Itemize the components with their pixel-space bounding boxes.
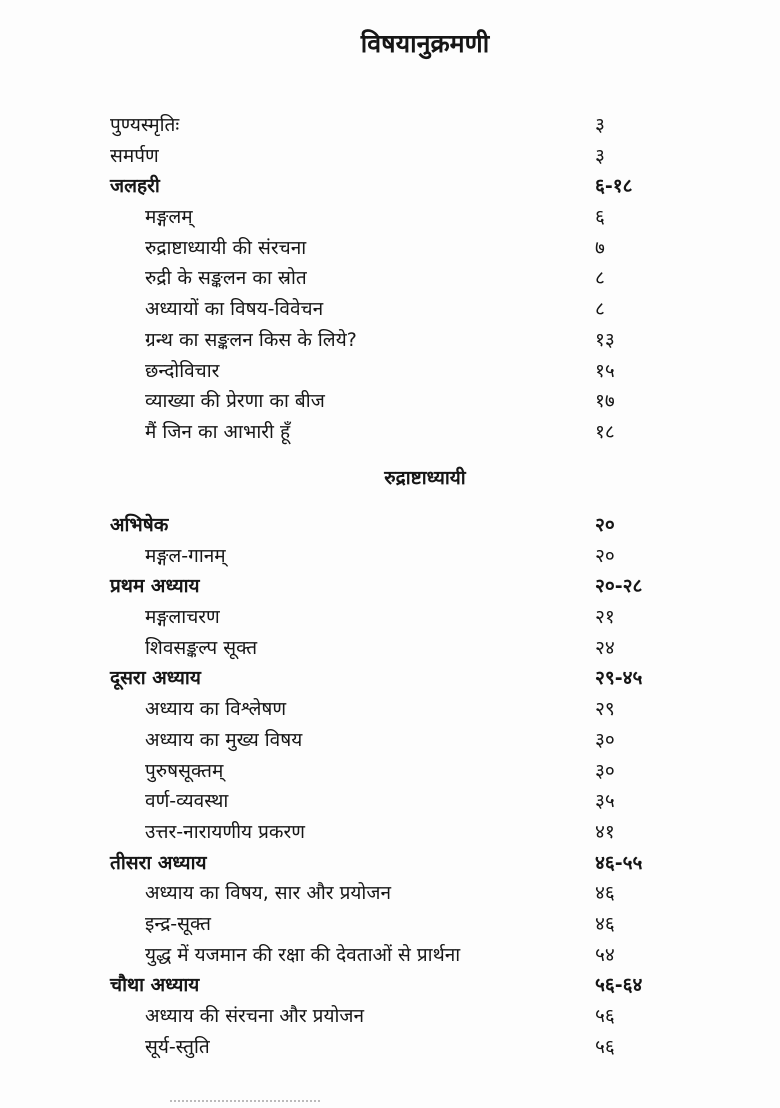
toc-entry-label: छन्दोविचार — [145, 359, 220, 382]
toc-page-number: १७ — [595, 390, 615, 413]
toc-entry — [0, 110, 780, 141]
toc-entry-label: अध्याय का मुख्य विषय — [145, 728, 303, 751]
toc-page-number: ३ — [595, 144, 605, 167]
toc-page-number: ५६ — [595, 1005, 615, 1027]
toc-page-number: ५६-६४ — [595, 974, 643, 997]
toc-page-number: ३० — [595, 759, 615, 782]
toc-page-number: २४ — [595, 636, 615, 659]
toc-entry-label: पुरुषसूक्तम् — [145, 759, 224, 782]
section-title: रुद्राष्टाध्यायी — [384, 467, 466, 489]
toc-rudrashtadhyayi — [0, 510, 780, 1062]
toc-entry-label: ग्रन्थ का सङ्कलन किस के लिये? — [145, 328, 357, 351]
toc-subentry — [0, 325, 780, 356]
toc-entry-label: शिवसङ्कल्प सूक्त — [145, 636, 258, 659]
toc-subentry — [0, 294, 780, 325]
toc-entry-label: पुण्यस्मृतिः — [110, 114, 180, 136]
toc-page-number: ३५ — [595, 790, 615, 813]
toc-entry-label: व्याख्या की प्रेरणा का बीज — [145, 390, 325, 413]
toc-entry-label: मङ्गल-गानम् — [145, 544, 226, 567]
toc-entry-label: मङ्गलाचरण — [145, 606, 220, 629]
toc-page-number: २०-२८ — [595, 575, 643, 598]
toc-page-number: २९-४५ — [595, 667, 643, 690]
toc-page-number: ७ — [595, 236, 605, 259]
toc-page-number: १८ — [595, 420, 615, 443]
toc-entry-label: मङ्गलम् — [145, 206, 193, 229]
toc-entry-label: रुद्राष्टाध्यायी की संरचना — [145, 236, 307, 259]
toc-subentry — [0, 694, 780, 725]
toc-entry — [0, 970, 780, 1001]
toc-entry-label: रुद्री के सङ्कलन का स्रोत — [145, 267, 307, 290]
toc-page-number: ५४ — [595, 943, 615, 966]
toc-page-number: १३ — [595, 328, 615, 351]
toc-subentry — [0, 602, 780, 633]
toc-entry-label: अध्याय का विषय, सार और प्रयोजन — [145, 882, 391, 905]
toc-page-number: ४१ — [595, 820, 615, 843]
toc-entry-label: उत्तर-नारायणीय प्रकरण — [145, 820, 305, 843]
toc-entry-label: तीसरा अध्याय — [110, 851, 207, 874]
toc-subentry — [0, 756, 780, 787]
toc-entry-label: वर्ण-व्यवस्था — [145, 790, 229, 813]
toc-subentry — [0, 417, 780, 448]
page-title: विषयानुक्रमणी — [360, 29, 490, 58]
toc-entry-label: दूसरा अध्याय — [110, 667, 201, 690]
toc-subentry — [0, 786, 780, 817]
toc-subentry — [0, 233, 780, 264]
toc-front-matter — [0, 110, 780, 448]
toc-entry-label: सूर्य-स्तुति — [145, 1035, 210, 1058]
toc-subentry — [0, 202, 780, 233]
toc-page-number: ८ — [595, 267, 605, 290]
toc-subentry — [0, 1032, 780, 1063]
toc-entry — [0, 171, 780, 202]
toc-entry-label: इन्द्र-सूक्त — [145, 912, 212, 935]
toc-entry-label: अभिषेक — [110, 514, 169, 536]
toc-subentry — [0, 263, 780, 294]
toc-subentry — [0, 356, 780, 387]
toc-page-number: २० — [595, 514, 615, 536]
toc-entry — [0, 663, 780, 694]
toc-entry-label: युद्ध में यजमान की रक्षा की देवताओं से प्रार्थना — [145, 943, 461, 966]
toc-entry — [0, 848, 780, 879]
toc-entry-label: समर्पण — [110, 144, 159, 167]
toc-page-number: ४६-५५ — [595, 851, 643, 874]
toc-page-number: ८ — [595, 298, 605, 321]
toc-page-number: ४६ — [595, 882, 615, 905]
toc-entry-label: अध्यायों का विषय-विवेचन — [145, 298, 324, 321]
toc-page-number: २९ — [595, 698, 615, 721]
toc-page-number: ६ — [595, 206, 605, 229]
toc-page-number: ४६ — [595, 912, 615, 935]
toc-entry — [0, 510, 780, 541]
toc-entry — [0, 141, 780, 172]
toc-page-number: ५६ — [595, 1035, 615, 1058]
toc-subentry — [0, 541, 780, 572]
toc-subentry — [0, 878, 780, 909]
print-artifact — [170, 1100, 320, 1104]
toc-entry-label: अध्याय का विश्लेषण — [145, 698, 287, 721]
toc-page-number: ३० — [595, 728, 615, 751]
toc-entry-label: अध्याय की संरचना और प्रयोजन — [145, 1005, 365, 1027]
toc-entry-label: प्रथम अध्याय — [110, 575, 200, 598]
toc-subentry — [0, 1001, 780, 1032]
toc-subentry — [0, 909, 780, 940]
toc-page-number: ३ — [595, 114, 605, 136]
toc-subentry — [0, 386, 780, 417]
toc-entry-label: जलहरी — [110, 175, 160, 198]
toc-subentry — [0, 633, 780, 664]
toc-entry-label: चौथा अध्याय — [110, 974, 200, 997]
toc-page-number: २० — [595, 544, 615, 567]
toc-subentry — [0, 817, 780, 848]
toc-entry-label: मैं जिन का आभारी हूँ — [145, 420, 291, 443]
toc-subentry — [0, 725, 780, 756]
toc-subentry — [0, 940, 780, 971]
toc-page-number: २१ — [595, 606, 615, 629]
toc-entry — [0, 571, 780, 602]
toc-page-number: १५ — [595, 359, 615, 382]
toc-page-number: ६-१८ — [595, 175, 633, 198]
